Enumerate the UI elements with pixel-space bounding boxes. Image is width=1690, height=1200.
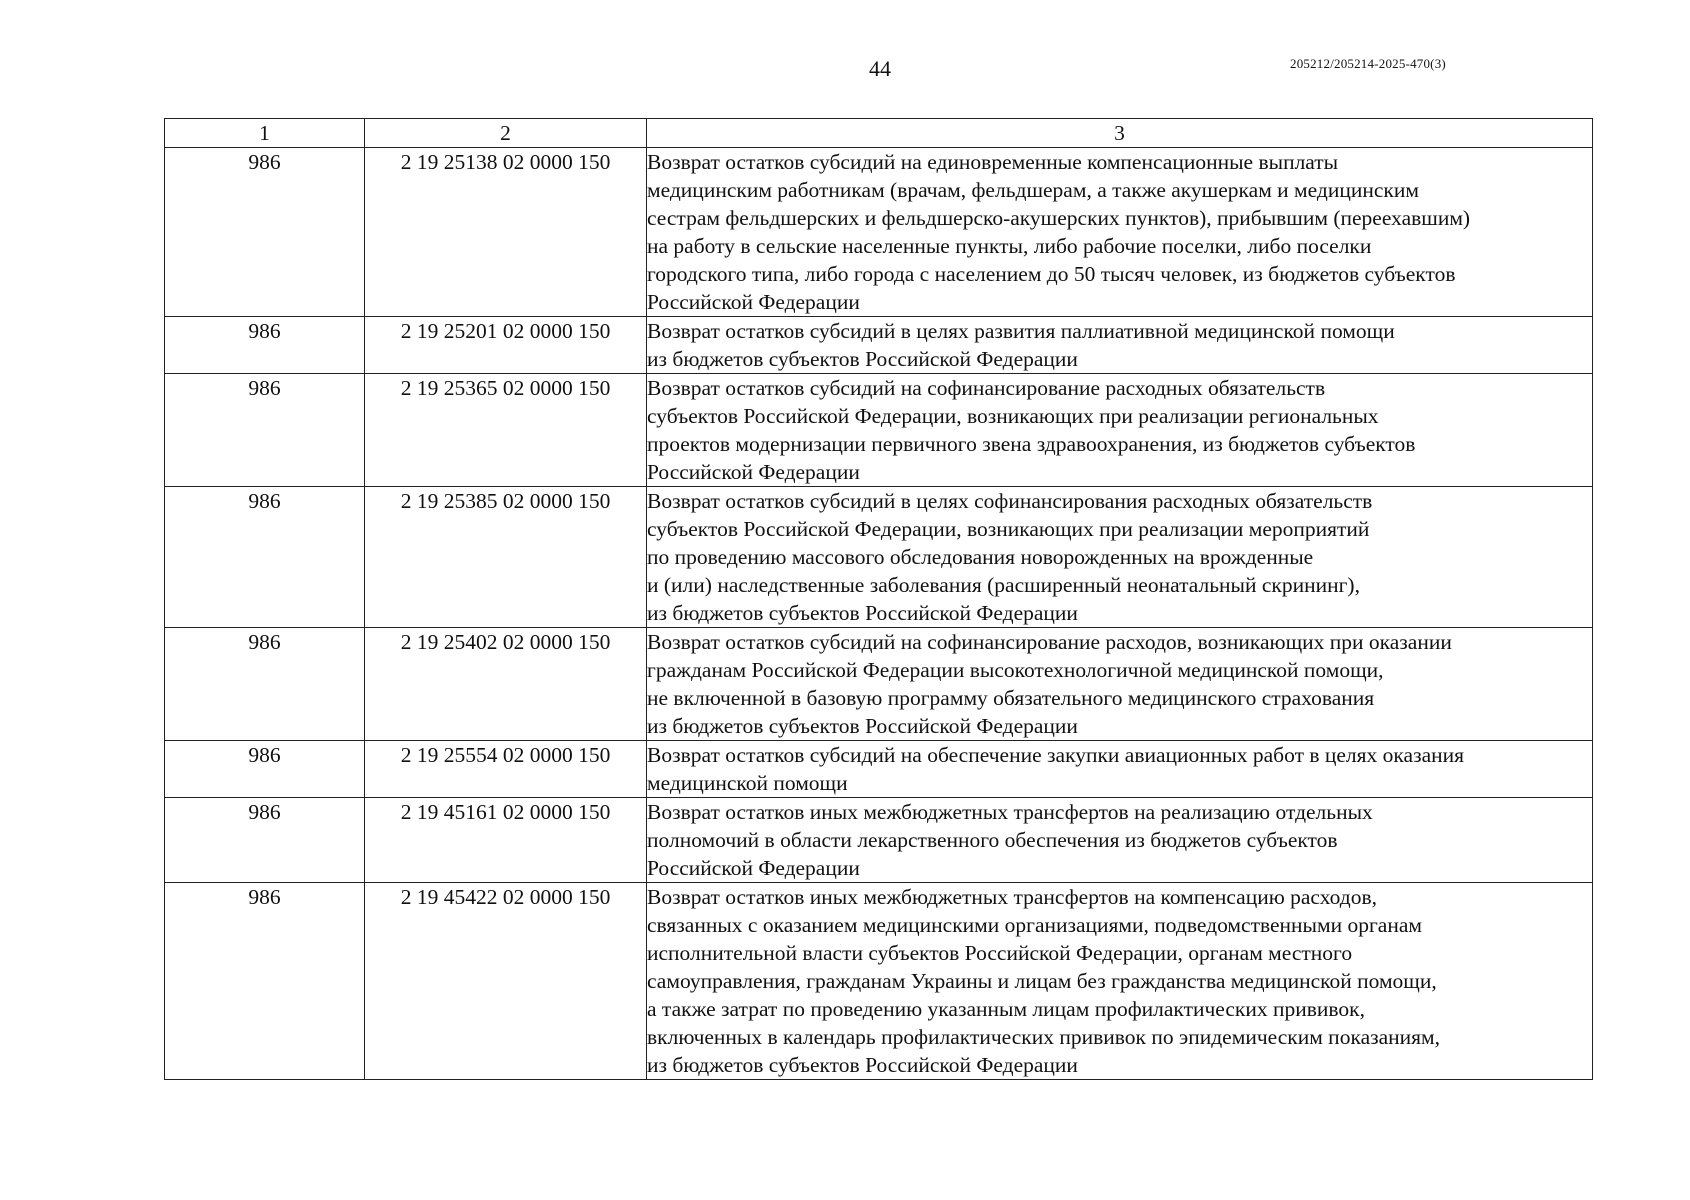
budget-classification-code-cell: 2 19 25138 02 0000 150 <box>365 148 647 317</box>
admin-code-cell: 986 <box>165 628 365 741</box>
description-cell <box>647 374 1593 487</box>
admin-code-cell: 986 <box>165 374 365 487</box>
column-header-2: 2 <box>365 119 647 148</box>
admin-code-cell: 986 <box>165 798 365 883</box>
budget-classification-code-cell: 2 19 45161 02 0000 150 <box>365 798 647 883</box>
document-code: 205212/205214-2025-470(3) <box>1290 56 1446 71</box>
budget-code-table <box>164 118 1593 1080</box>
table-row <box>165 148 1593 317</box>
description-line: Российской Федерации <box>647 290 860 314</box>
description-line: не включенной в базовую программу обязательного медицинского страхования <box>647 686 1375 710</box>
table-row <box>165 487 1593 628</box>
description-line: полномочий в области лекарственного обеспечения из бюджетов субъектов <box>647 828 1338 852</box>
description-line: включенных в календарь профилактических прививок по эпидемическим показаниям, <box>647 1025 1441 1049</box>
description-cell <box>647 487 1593 628</box>
description-cell <box>647 741 1593 798</box>
admin-code-cell: 986 <box>165 487 365 628</box>
table-row <box>165 883 1593 1080</box>
budget-classification-code-cell: 2 19 25365 02 0000 150 <box>365 374 647 487</box>
table-row <box>165 374 1593 487</box>
description-line: а также затрат по проведению указанным лицам профилактических прививок, <box>647 997 1365 1021</box>
table-body <box>165 119 1593 1080</box>
description-line: проектов модернизации первичного звена здравоохранения, из бюджетов субъектов <box>647 432 1416 456</box>
description-line: Возврат остатков иных межбюджетных трансфертов на реализацию отдельных <box>647 800 1373 824</box>
description-line: Возврат остатков субсидий на софинансирование расходов, возникающих при оказании <box>647 630 1452 654</box>
description-line: из бюджетов субъектов Российской Федерации <box>647 1053 1078 1077</box>
description-line: Российской Федерации <box>647 460 860 484</box>
description-line: сестрам фельдшерских и фельдшерско-акушерских пунктов), прибывшим (переехавшим) <box>647 206 1471 230</box>
description-line: связанных с оказанием медицинскими организациями, подведомственными органам <box>647 913 1423 937</box>
budget-classification-code-cell: 2 19 25201 02 0000 150 <box>365 317 647 374</box>
description-line: субъектов Российской Федерации, возникающих при реализации региональных <box>647 404 1379 428</box>
budget-classification-code-cell: 2 19 45422 02 0000 150 <box>365 883 647 1080</box>
description-line: городского типа, либо города с населением до 50 тысяч человек, из бюджетов субъектов <box>647 262 1456 286</box>
budget-classification-code-cell: 2 19 25554 02 0000 150 <box>365 741 647 798</box>
description-line: Российской Федерации <box>647 856 860 880</box>
description-line: Возврат остатков субсидий в целях софинансирования расходных обязательств <box>647 489 1373 513</box>
description-cell <box>647 148 1593 317</box>
admin-code-cell: 986 <box>165 317 365 374</box>
description-line: субъектов Российской Федерации, возникающих при реализации мероприятий <box>647 517 1370 541</box>
description-line: медицинским работникам (врачам, фельдшерам, а также акушеркам и медицинским <box>647 178 1419 202</box>
description-line: и (или) наследственные заболевания (расширенный неонатальный скрининг), <box>647 573 1360 597</box>
description-line: по проведению массового обследования новорожденных на врожденные <box>647 545 1314 569</box>
column-header-3: 3 <box>647 119 1593 148</box>
table-row <box>165 798 1593 883</box>
description-line: самоуправления, гражданам Украины и лицам без гражданства медицинской помощи, <box>647 969 1437 993</box>
description-line: Возврат остатков субсидий в целях развития паллиативной медицинской помощи <box>647 319 1395 343</box>
description-line: Возврат остатков субсидий на обеспечение закупки авиационных работ в целях оказания <box>647 743 1465 767</box>
admin-code-cell: 986 <box>165 148 365 317</box>
description-cell <box>647 798 1593 883</box>
description-line: Возврат остатков субсидий на единовременные компенсационные выплаты <box>647 150 1339 174</box>
description-line: исполнительной власти субъектов Российской Федерации, органам местного <box>647 941 1353 965</box>
page-number: 44 <box>869 56 891 81</box>
description-cell <box>647 317 1593 374</box>
admin-code-cell: 986 <box>165 741 365 798</box>
description-line: на работу в сельские населенные пункты, либо рабочие поселки, либо поселки <box>647 234 1372 258</box>
description-line: гражданам Российской Федерации высокотехнологичной медицинской помощи, <box>647 658 1384 682</box>
table-row <box>165 317 1593 374</box>
admin-code-cell: 986 <box>165 883 365 1080</box>
column-header-1: 1 <box>165 119 365 148</box>
description-line: Возврат остатков субсидий на софинансирование расходных обязательств <box>647 376 1326 400</box>
description-line: медицинской помощи <box>647 771 848 795</box>
table-header-row <box>165 119 1593 148</box>
description-line: из бюджетов субъектов Российской Федерации <box>647 714 1078 738</box>
budget-classification-code-cell: 2 19 25402 02 0000 150 <box>365 628 647 741</box>
description-line: из бюджетов субъектов Российской Федерации <box>647 347 1078 371</box>
table-row <box>165 628 1593 741</box>
description-line: из бюджетов субъектов Российской Федерации <box>647 601 1078 625</box>
description-cell <box>647 628 1593 741</box>
budget-classification-code-cell: 2 19 25385 02 0000 150 <box>365 487 647 628</box>
description-line: Возврат остатков иных межбюджетных трансфертов на компенсацию расходов, <box>647 885 1377 909</box>
description-cell <box>647 883 1593 1080</box>
table-row <box>165 741 1593 798</box>
